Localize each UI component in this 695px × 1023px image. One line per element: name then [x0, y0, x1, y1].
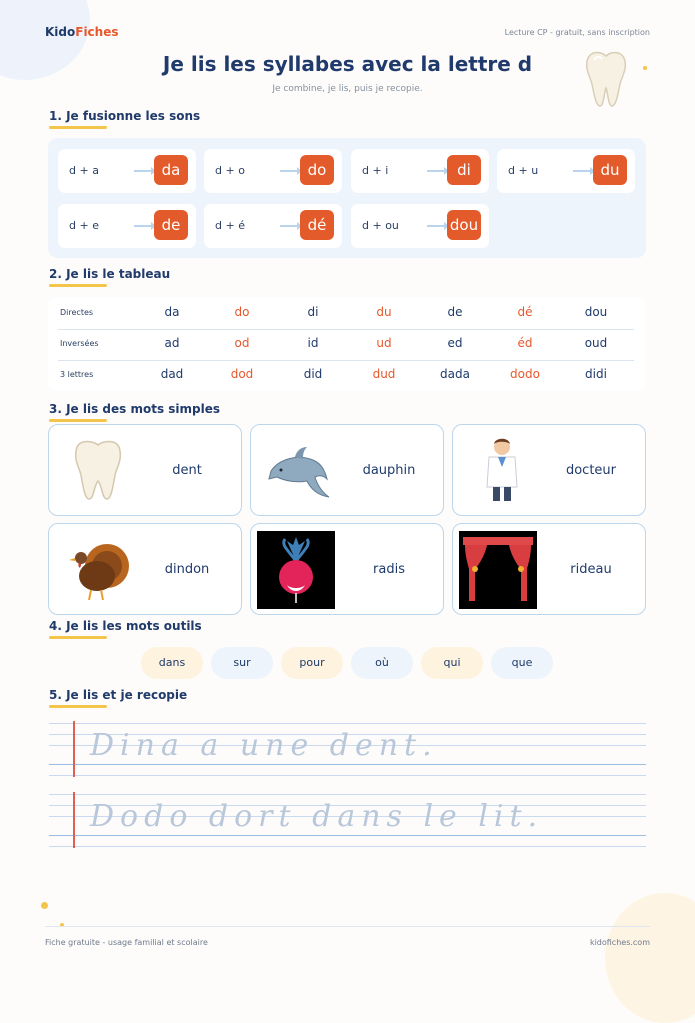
- tagline: Lecture CP - gratuit, sans inscription: [504, 28, 650, 37]
- turkey-icon: [63, 534, 133, 604]
- tool-word-pill: où: [351, 647, 413, 679]
- section-heading-fusion: 1. Je fusionne les sons: [49, 109, 200, 129]
- radish-icon: [257, 531, 335, 609]
- brand-logo[interactable]: [45, 25, 119, 39]
- word-label: dindon: [164, 562, 210, 577]
- margin-line: [73, 721, 75, 777]
- word-card: [250, 424, 444, 516]
- tool-word-pill: qui: [421, 647, 483, 679]
- writing-line: [49, 764, 646, 765]
- brand-part1: Kido: [45, 25, 76, 39]
- section-heading-tool-words: 4. Je lis les mots outils: [49, 619, 202, 639]
- page-title: Je lis les syllabes avec la lettre d: [162, 52, 533, 76]
- fusion-card: d + u du: [497, 149, 635, 193]
- copy-model-line: Dina a une dent.: [90, 728, 438, 763]
- fusion-card: d + a da: [58, 149, 196, 193]
- margin-line: [73, 792, 75, 848]
- word-label: radis: [373, 562, 405, 577]
- syllable-chip: dou: [447, 210, 481, 240]
- word-card: [452, 523, 646, 615]
- word-card: [250, 523, 444, 615]
- syllable-chip: du: [593, 155, 627, 185]
- tool-word-pill: dans: [141, 647, 203, 679]
- syllable-chip: da: [154, 155, 188, 185]
- word-card: [48, 424, 242, 516]
- dolphin-icon: [265, 435, 335, 505]
- word-label: dauphin: [362, 463, 416, 478]
- writing-line: [49, 794, 646, 795]
- word-label: docteur: [565, 463, 617, 478]
- page-subtitle: Je combine, je lis, puis je recopie.: [272, 84, 423, 94]
- section-heading-table: 2. Je lis le tableau: [49, 267, 170, 287]
- fusion-panel: [48, 138, 646, 258]
- decor-blob: [605, 893, 695, 1023]
- tool-word-pill: sur: [211, 647, 273, 679]
- doctor-icon: [467, 435, 537, 505]
- syllable-table: [48, 297, 646, 391]
- tool-word-pill: pour: [281, 647, 343, 679]
- footer-divider: [45, 926, 650, 927]
- section-heading-copy: 5. Je lis et je recopie: [49, 688, 187, 708]
- table-row: 3 lettres dad dod did dud dada dodo didi: [60, 367, 607, 381]
- syllable-chip: do: [300, 155, 334, 185]
- fusion-card: d + é dé: [204, 204, 342, 248]
- tooth-icon: [63, 435, 133, 505]
- footer-site-link[interactable]: kidofiches.com: [589, 938, 650, 947]
- footer-note: Fiche gratuite - usage familial et scolaire: [45, 938, 208, 947]
- table-row: Inversées ad od id ud ed éd oud: [58, 329, 634, 361]
- writing-line: [49, 723, 646, 724]
- word-label: rideau: [570, 562, 612, 577]
- decor-dot: [41, 902, 48, 909]
- word-label: dent: [172, 463, 202, 478]
- copy-model-line: Dodo dort dans le lit.: [90, 799, 544, 834]
- fusion-card: d + o do: [204, 149, 342, 193]
- fusion-card: d + ou dou: [351, 204, 489, 248]
- word-card: [452, 424, 646, 516]
- syllable-chip: de: [154, 210, 188, 240]
- writing-line: [49, 835, 646, 836]
- word-card: [48, 523, 242, 615]
- tool-word-pill: que: [491, 647, 553, 679]
- syllable-chip: dé: [300, 210, 334, 240]
- writing-line: [49, 775, 646, 776]
- syllable-chip: di: [447, 155, 481, 185]
- brand-part2: Fiches: [75, 25, 119, 39]
- fusion-card: d + e de: [58, 204, 196, 248]
- section-heading-words: 3. Je lis des mots simples: [49, 402, 220, 422]
- table-row: Directes da do di du de dé dou: [58, 298, 634, 330]
- fusion-card: d + i di: [351, 149, 489, 193]
- curtain-icon: [459, 531, 537, 609]
- writing-line: [49, 846, 646, 847]
- tooth-icon: [578, 48, 634, 110]
